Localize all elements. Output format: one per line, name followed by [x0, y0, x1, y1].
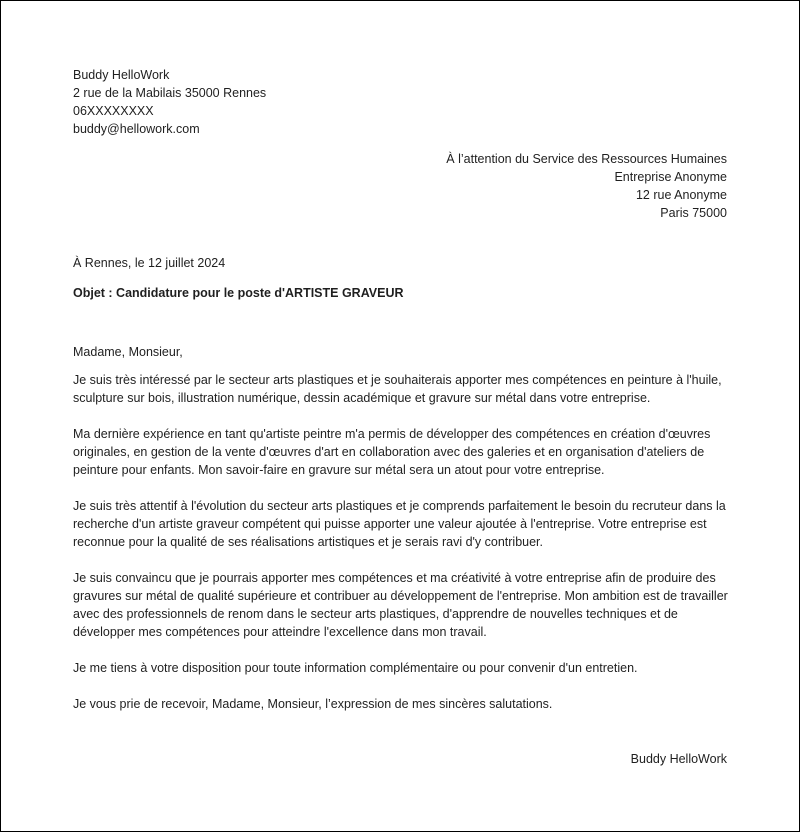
sender-address: 2 rue de la Mabilais 35000 Rennes [73, 86, 267, 100]
recipient-attention: À l’attention du Service des Ressources Humaines [446, 152, 727, 166]
body-paragraph-3: Je suis très attentif à l'évolution du secteur arts plastiques et je comprends parfaitement le besoin du recruteur dans la recherche d'un artiste graveur compétent qui puisse apporter une valeur ajoutée à l'entreprise. Votre entreprise est reconnue pour la qualité de ses réalisations artistiques et je serais ravi d'y contribuer. [73, 499, 726, 549]
body-paragraph-1: Je suis très intéressé par le secteur arts plastiques et je souhaiterais apporter mes compétences en peinture à l'huile, sculpture sur bois, illustration numérique, dessin académique et gravure sur métal dans votre entreprise. [73, 373, 722, 405]
sender-phone: 06XXXXXXXX [73, 104, 154, 118]
body-paragraph-5: Je me tiens à votre disposition pour toute information complémentaire ou pour convenir d'un entretien. [73, 661, 638, 675]
closing-paragraph: Je vous prie de recevoir, Madame, Monsieur, l’expression de mes sincères salutations. [73, 697, 553, 711]
signature: Buddy HelloWork [630, 752, 727, 766]
subject-line: Objet : Candidature pour le poste d'ARTISTE GRAVEUR [73, 286, 404, 300]
date-line: À Rennes, le 12 juillet 2024 [73, 256, 226, 270]
sender-block [73, 66, 266, 138]
recipient-block [446, 150, 727, 222]
letter-body [73, 343, 733, 731]
sender-email: buddy@hellowork.com [73, 122, 200, 136]
body-paragraph-2: Ma dernière expérience en tant qu'artiste peintre m'a permis de développer des compétences en création d'œuvres originales, en gestion de la vente d'œuvres d'art en collaboration avec des galeries et en organisation d'ateliers de peinture pour enfants. Mon savoir-faire en gravure sur métal sera un atout pour votre entreprise. [73, 427, 711, 477]
recipient-street: 12 rue Anonyme [635, 188, 727, 202]
recipient-company: Entreprise Anonyme [614, 170, 727, 184]
body-paragraph-4: Je suis convaincu que je pourrais apporter mes compétences et ma créativité à votre entreprise afin de produire des gravures sur métal de qualité supérieure et contribuer au développement de l'entreprise. Mon ambition est de travailler avec des professionnels de renom dans le secteur arts plastiques, d'apprendre de nouvelles techniques et de développer mes compétences pour atteindre l'excellence dans mon travail. [73, 571, 728, 639]
recipient-city: Paris 75000 [660, 206, 727, 220]
salutation: Madame, Monsieur, [73, 345, 183, 359]
sender-name: Buddy HelloWork [73, 68, 170, 82]
